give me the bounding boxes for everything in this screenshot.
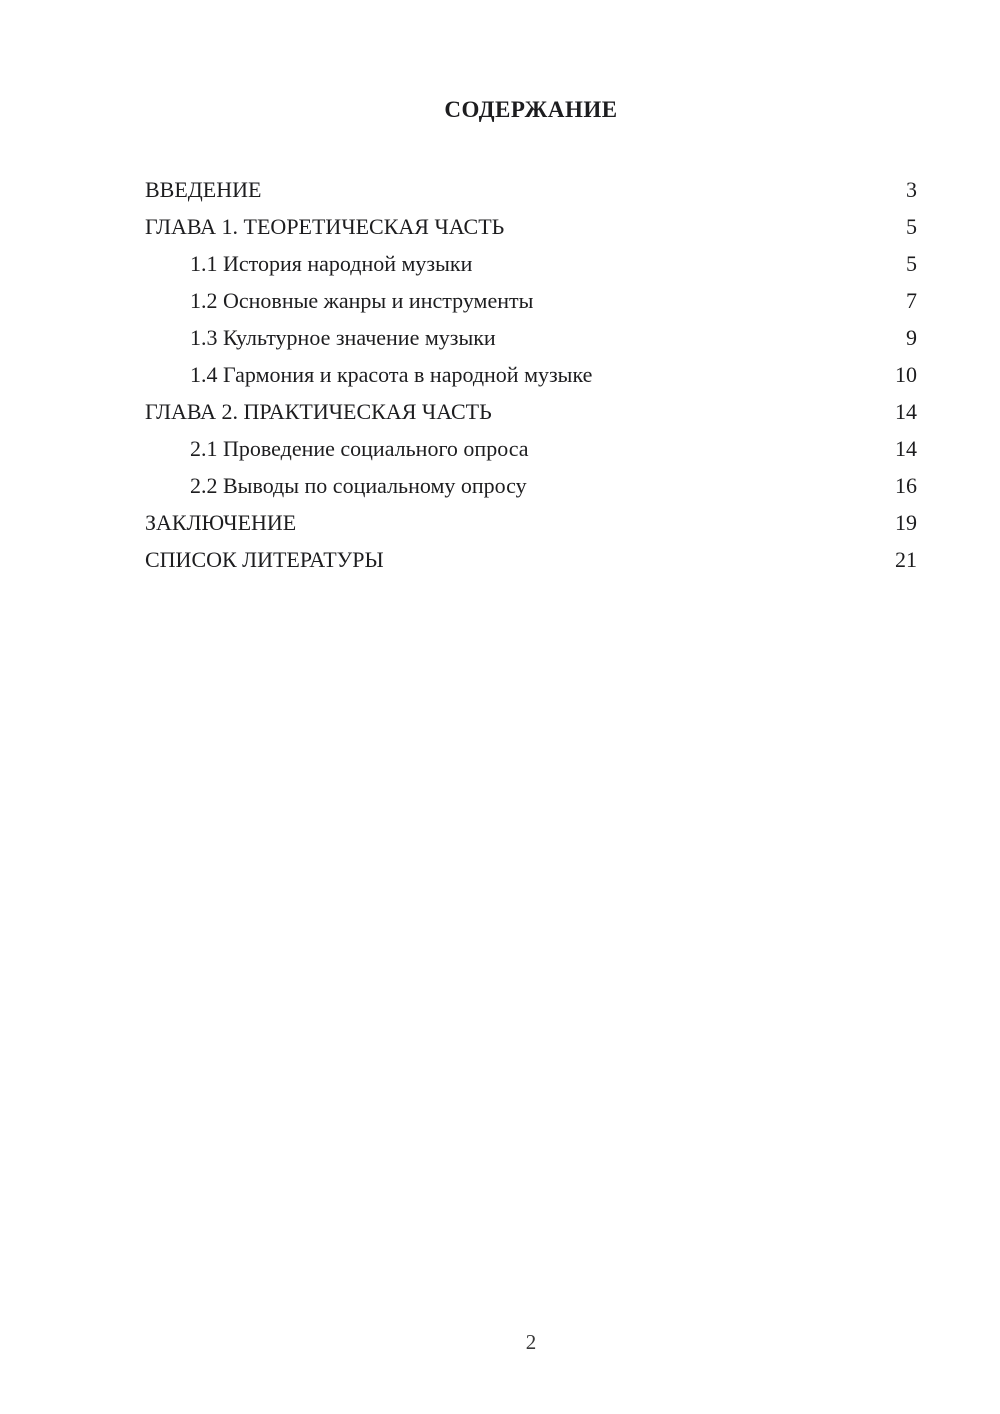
toc-entry-page: 3: [906, 177, 917, 202]
toc-entry-label: 1.1 История народной музыки: [190, 251, 473, 276]
toc-entry-page: 5: [906, 251, 917, 276]
toc-entry-label: 1.3 Культурное значение музыки: [190, 325, 496, 350]
toc-entry-label: ГЛАВА 1. ТЕОРЕТИЧЕСКАЯ ЧАСТЬ: [145, 214, 505, 239]
toc-entry-page: 16: [895, 473, 917, 498]
toc-entry-label: 1.4 Гармония и красота в народной музыке: [190, 362, 593, 387]
toc-entry-label: 2.1 Проведение социального опроса: [190, 436, 529, 461]
toc-entry-page: 14: [895, 399, 917, 424]
toc-entry-page: 14: [895, 436, 917, 461]
toc-entry-label: ВВЕДЕНИЕ: [145, 177, 262, 202]
content-column: [145, 0, 917, 578]
toc-entry-page: 19: [895, 510, 917, 535]
toc-entry: [145, 208, 917, 245]
toc-entry: [145, 393, 917, 430]
page-title: СОДЕРЖАНИЕ: [444, 97, 618, 122]
toc-entry: [145, 282, 917, 319]
toc-entry: [145, 319, 917, 356]
toc-entry-page: 10: [895, 362, 917, 387]
toc-entry-label: 1.2 Основные жанры и инструменты: [190, 288, 534, 313]
toc-entry: [145, 245, 917, 282]
toc-entry-page: 5: [906, 214, 917, 239]
toc-entry: [145, 467, 917, 504]
footer-page-number: 2: [525, 1330, 537, 1354]
toc-entry: [145, 356, 917, 393]
toc-entry: [145, 504, 917, 541]
toc-entry: [145, 541, 917, 578]
toc-entry-label: ГЛАВА 2. ПРАКТИЧЕСКАЯ ЧАСТЬ: [145, 399, 492, 424]
toc-entry-label: ЗАКЛЮЧЕНИЕ: [145, 510, 297, 535]
toc-list: [145, 171, 917, 578]
toc-entry: [145, 171, 917, 208]
toc-entry-label: 2.2 Выводы по социальному опросу: [190, 473, 527, 498]
toc-entry-page: 21: [895, 547, 917, 572]
toc-entry-page: 9: [906, 325, 917, 350]
toc-entry-label: СПИСОК ЛИТЕРАТУРЫ: [145, 547, 384, 572]
toc-entry-page: 7: [906, 288, 917, 313]
toc-entry: [145, 430, 917, 467]
